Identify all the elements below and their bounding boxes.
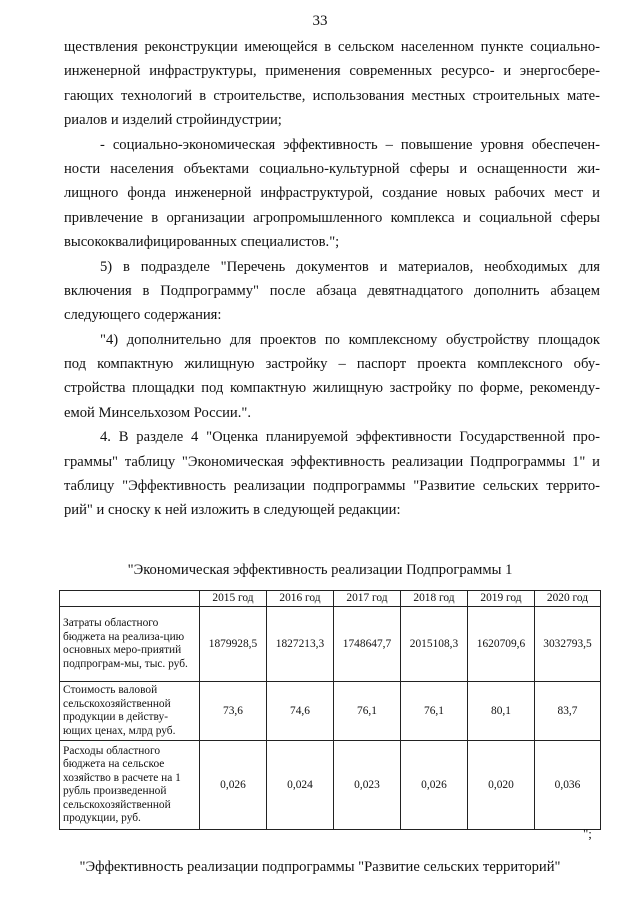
text-line: риалов и изделий стройиндустрии; (64, 112, 282, 129)
text-line: 5) в подразделе "Перечень документов и материалов, необходимых для (100, 258, 600, 275)
table-header-row (60, 591, 601, 607)
table-cell: 3032793,5 (535, 607, 601, 682)
table-cell: 0,023 (334, 741, 401, 830)
text-line: граммы" таблицу "Экономическая эффективность реализации Подпрограммы 1" и (64, 453, 600, 470)
text-line: лищного фонда инженерной инфраструктурой, создание новых рабочих мест и (64, 185, 600, 202)
row-label: Затраты областного бюджета на реализа-цию основных меро-приятий подпрограм-мы, тыс. руб. (60, 607, 200, 682)
text-line: инженерной инфраструктуры, применения современных ресурсо- и энергосбере- (64, 63, 600, 80)
table-header-cell (60, 591, 200, 607)
table-header-cell: 2016 год (267, 591, 334, 607)
next-table-title: "Эффективность реализации подпрограммы "Развитие сельских территорий" (79, 859, 561, 875)
text-line: рий" и сноску к ней изложить в следующей редакции: (64, 502, 401, 519)
text-line: ности населения объектами социально-культурной сферы и оснащенности жи- (64, 160, 600, 177)
table-cell: 2015108,3 (401, 607, 468, 682)
table-title: "Экономическая эффективность реализации Подпрограммы 1 (127, 562, 513, 578)
table-cell: 76,1 (334, 682, 401, 741)
text-line: гающих технологий в строительстве, использования местных строительных мате- (64, 87, 600, 104)
table-header-cell: 2020 год (535, 591, 601, 607)
text-line: следующего содержания: (64, 307, 222, 324)
text-line: таблицу "Эффективность реализации подпрограммы "Развитие сельских террито- (64, 478, 600, 495)
row-label: Расходы областного бюджета на сельское хозяйство в расчете на 1 рубль произведенной сельскохозяйственной продукции, руб. (60, 741, 200, 830)
table-cell: 83,7 (535, 682, 601, 741)
text-line: ществления реконструкции имеющейся в сельском населенном пункте социально- (64, 39, 600, 55)
text-line: привлечение в организации агропромышленного комплекса и социальной сферы (64, 209, 600, 226)
table-cell: 76,1 (401, 682, 468, 741)
text-line: 4. В разделе 4 "Оценка планируемой эффективности Государственной про- (100, 429, 600, 446)
row-label: Стоимость валовой сельскохозяйственной продукции в действу-ющих ценах, млрд руб. (60, 682, 200, 741)
text-line: емой Минсельхозом России.". (64, 404, 251, 421)
table-cell: 80,1 (468, 682, 535, 741)
text-line: стройства площадки под компактную жилищную застройку по форме, рекоменду- (64, 380, 600, 397)
table-cell: 0,036 (535, 741, 601, 830)
efficiency-table (59, 590, 601, 830)
table-row (60, 741, 601, 830)
table-row (60, 682, 601, 741)
text-line: высококвалифицированных специалистов."; (64, 234, 340, 251)
table-cell: 0,020 (468, 741, 535, 830)
table-cell: 1620709,6 (468, 607, 535, 682)
text-line: под компактную жилищную застройку – паспорт проекта комплексного обу- (64, 356, 600, 373)
page-number: 33 (312, 13, 328, 29)
text-line: - социально-экономическая эффективность – повышение уровня обеспечен- (100, 136, 600, 153)
body-text (64, 35, 600, 523)
table-cell: 0,026 (401, 741, 468, 830)
table-header-cell: 2019 год (468, 591, 535, 607)
table-header-cell: 2015 год (200, 591, 267, 607)
text-line: "4) дополнительно для проектов по комплексному обустройству площадок (100, 331, 600, 348)
table-cell: 1748647,7 (334, 607, 401, 682)
table-cell: 0,024 (267, 741, 334, 830)
table-cell: 74,6 (267, 682, 334, 741)
table-cell: 0,026 (200, 741, 267, 830)
table-cell: 1827213,3 (267, 607, 334, 682)
table-cell: 73,6 (200, 682, 267, 741)
table-end-mark: "; (583, 826, 592, 841)
text-line: включения в Подпрограмму" после абзаца девятнадцатого дополнить абзацем (64, 282, 600, 299)
table-row (60, 607, 601, 682)
table-cell: 1879928,5 (200, 607, 267, 682)
table-header-cell: 2017 год (334, 591, 401, 607)
table-header-cell: 2018 год (401, 591, 468, 607)
